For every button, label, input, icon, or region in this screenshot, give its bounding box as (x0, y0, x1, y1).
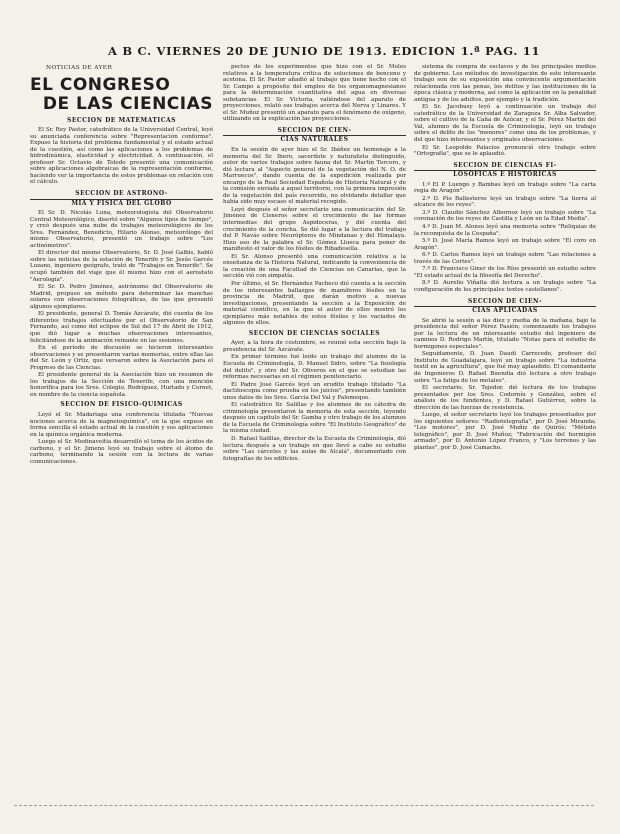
section-heading-line: SECCION DE CIEN- (223, 128, 406, 137)
page-header: A B C. VIERNES 20 DE JUNIO DE 1913. EDICION 1.ª PAG. 11 (108, 44, 541, 58)
paragraph: El presidente general de la Asociación hizo un resumen de los trabajos de la Sección de Tenerife, con una mención honorífica para los Sres. Colegio, Rodríguez, Hurtado y Cornet, en nombre de la ciencia española. (30, 372, 213, 398)
section-heading-fisico-quimicas: SECCION DE FISICO-QUIMICAS (60, 401, 183, 409)
list-item: 4.º D. Juan M. Alonso leyó una memoria sobre "Reliquias de la reconquista de la Cespaña". (414, 224, 596, 237)
paragraph: El Sr. D. Nicolás Luna, meteorologista del Observatorio Central Meteorológico, disertó sobre "Algunos tipos de tiempo", y creó después una nube de trabajos meteorológicos de los Sres. Fernández, Benedicto, Hilario Alonso, meteorólogo del mismo Observatorio, presentó un trabajo sobre "Los actinómetros". (30, 210, 213, 249)
section-heading-line: SECCION DE CIENCIAS FI- (414, 163, 596, 172)
list-item: 1.º El P. Luengo y Bambas leyó un trabajo sobre "La carta regia de Aragón". (414, 181, 596, 195)
section-heading-naturales (223, 128, 406, 144)
section-body-sociales (223, 340, 406, 462)
section-heading-astronomia (30, 191, 213, 207)
section-body-fisico-quimicas (30, 412, 213, 465)
list-item: 2.º D. Pío Ballesteros leyó un trabajo sobre "La tierra al alcance de los reyes". (414, 195, 596, 209)
kicker: NOTICIAS DE AYER (46, 65, 113, 71)
column-3 (414, 64, 596, 824)
paragraph: El Sr. Jacobusy leyó a continuación un trabajo del catedrático de la Universidad de Zaragoza Sr. Alba Salvador, sobre el cultivo de la Caña de Azúcar, y el Sr. Pérez Martín del Val, alumno de la Escuela de Criminología, leyó un trabajo sobre el delito de los "menores" como una de los problemas, y del que hizo interesantes y originales observaciones. (414, 104, 596, 144)
paragraph: Se abrió la sesión a las diez y media de la mañana, bajo la presidencia del señor Pérez Pasión; comenzando los trabajos por la lectura de un interesante estudio del ingeniero de caminos D. Rodrigo Martín, titulado "Notas para el estudio de hormigones especiales". (414, 317, 596, 350)
list-item: 5.º D. José María Ramos leyó un trabajo sobre "El coro en Aragón". (414, 238, 596, 251)
paragraph: En la sesión de ayer hizo el Sr. Ibáñez un homenaje a la memoria del Sr. Ibero, sacerdote y naturalista distinguido, autor de varios trabajos sobre fauna del Sr. Martín Tercero, y dió lectura al "Aspecto general de la vegetación del N. O. de Marruecos", dando cuenta de la expedición realizada por encargo de la Real Sociedad Española de Historia Natural y de la comisión enviada a aquel territorio, con la primera impresión de la vegetación del país recorrido, no olvidando detallar que había sido muy escaso el material recogido. (223, 147, 406, 206)
paragraph: En el período de discusión se hicieron interesantes observaciones y se presentaron varias memorias, entre ellas las del Sr. León y Ortiz, que versaron sobre la Asociación para el Progreso de las Ciencias. (30, 345, 213, 371)
main-title-line-2: DE LAS CIENCIAS (42, 93, 213, 114)
column-1 (30, 64, 213, 824)
paragraph: El director del mismo Observatorio, Sr. D. José Galbis, habló sobre las noticias de la estación de Tenerife y Sr. Jesús Garcés Lozano, ingeniero geógrafo, trató de "Trabajos en Tenerife". Se ocupó también del viaje que él mismo hizo con el aerostato "Aerología". (30, 250, 213, 283)
section-body-matematicas (30, 127, 213, 186)
continuation-text (414, 64, 596, 158)
paragraph: El presidente, general D. Tomás Azcárate, dió cuenta de los diferentes trabajos efectuados por el Observatorio de San Fernando, así como del eclipse de Sol del 17 de Abril de 1912, que dió lugar a muchas observaciones interesantes, felicitándose de la animación reinante en las sesiones. (30, 311, 213, 344)
list-item: 7.º D. Francisco Giner de los Ríos presentó un estudio sobre "El estado actual de la filosofía del Derecho". (414, 266, 596, 279)
main-title-line-1: EL CONGRESO (30, 74, 171, 95)
paragraph: Leyó el Sr. Madariaga una conferencia titulada "Nuevas nociones acerca de la magnetoquímica", en la que expuso en forma sencilla el estado actual de la cuestión y sus aplicaciones en la química orgánica moderna. (30, 411, 213, 438)
section-body-astronomia (30, 210, 213, 398)
paragraph: Seguidamente, D. Juan Daudí Carrecedo, profesor del Instituto de Guadalajara, leyó un trabajo sobre "La industria textil en la agricultura", que fué muy aplaudido. El comandante de Ingenieros D. Rafael Buendía dió lectura a otro trabajo sobre "La fatiga de los metales". (414, 351, 596, 384)
section-heading-line: SECCION DE ASTRONO- (30, 191, 213, 200)
paragraph: El catedrático Sr. Salillas y los alumnos de su cátedra de criminología presentaron la memoria de esta sección, leyendo después un capítulo del Sr. Gamba y otro trabajo de los alumnos de la Escuela de Criminología sobre "El Instituto Geográfico" de la misma ciudad. (223, 402, 406, 435)
paragraph: El Sr. Rey Pastor, catedrático de la Universidad Central, leyó su anunciada conferencia sobre "Representación conforme". Expuso la historia del problema fundamental y el estado actual de la cuestión, así como las aplicaciones a los problemas de hidrodinámica, elasticidad y electricidad. A continuación, el profesor Sr. Octavio de Toledo presentó una comunicación sobre aplicaciones algebraicas de la representación conforme, haciendo ver la importancia de estos problemas en relación con el cálculo. (30, 127, 213, 186)
section-body-naturales (223, 147, 406, 327)
section-heading-aplicadas (414, 299, 596, 315)
list-item: 3.º D. Claudio Sánchez Albornoz leyó un trabajo sobre "La coronación de los reyes de Castilla y León en la Edad Media". (414, 209, 596, 223)
paragraph: El Padre José Garcés leyó un erudito trabajo titulado "La dactiloscopia como prueba en los juicios", presentando también unos datos de los Sres. García Del Val y Palomeque. (223, 381, 406, 401)
section-heading-filosoficas (414, 163, 596, 179)
paragraph: pectos de los experimentos que hizo con el Sr. Moles relativos a la temperatura crítica de soluciones de benceno y acetona. El Sr. Pastor añadió al trabajo que tiene hecho con el Sr. Campo a propósito del empleo de los organomagnesianos para la determinación cuantitativa del agua en diversas substancias. El Sr. Victoria, valiéndose del aparato de proyecciones, relató sus trabajos acerca del Nerva y Linares. Y el Sr. Muñoz presentó un aparato para el fenómeno de oxígeno, utilizando en la explicación las proyecciones. (223, 64, 406, 123)
section-heading-line: CIAS APLICADAS (472, 307, 538, 315)
paragraph: Luego, el señor secretario leyó los trabajos presentados por los siguientes señores: "Radiotelegrafía", por D. José Miranda; "Los motores", por D. José Muñiz de Quirós; "Método telegráfico", por D. José Muñoz; "Fabricación del hormigón armado", por D. Antonio López Franco, y "Los terrenos y las plantas", por D. José Camacho. (414, 412, 596, 451)
paragraph: Luego el Sr. Medinaveitia desarrolló el tema de los ácidos de carbono, y el Sr. Jimeno leyó su trabajo sobre el átomo de carbono, terminando la sesión con la lectura de varias comunicaciones. (30, 439, 213, 465)
section-heading-line: MIA Y FISICA DEL GLOBO (71, 199, 172, 207)
section-heading-line: LOSOFICAS E HISTORICAS (453, 171, 557, 179)
paragraph: El Sr. D. Pedro Jiménez, astrónomo del Observatorio de Madrid, propuso un método para determinar las manchas solares con observaciones fotográficas, de las que presentó algunos ejemplares. (30, 284, 213, 310)
section-heading-line: CIAS NATURALES (280, 136, 349, 144)
paragraph: Ayer, a la hora de costumbre, se reunió esta sección bajo la presidencia del Sr. Azcárate. (223, 340, 406, 353)
paragraph: El Sr. Alonso presentó una comunicación relativa a la enseñanza de la Historia Natural, indicando la conveniencia de la creación de una Facultad de Ciencias en Canarias, que la sección vió con simpatía. (223, 253, 406, 280)
paragraph: sistema de compra de esclavos y de los principales medios de gobierno. Los métodos de investigación de este interesante trabajo son de su exposición una convincente argumentación relacionada con las penas, los delitos y las instituciones de la época clásica y moderna, así como la aplicación en la penalidad antigua y de los adultos, por ejemplo y la tradición. (414, 64, 596, 103)
bottom-divider (14, 805, 594, 809)
list-item: 6.º D. Carlos Ramos leyó un trabajo sobre "Las relaciones a través de las Cortes". (414, 252, 596, 265)
section-heading-sociales: SECCION DE CIENCIAS SOCIALES (248, 329, 381, 337)
section-body-aplicadas (414, 318, 596, 452)
paragraph: D. Rafael Salillas, director de la Escuela de Criminología, dió lectura después a un trabajo en que llevó a cabo su estudio sobre "Las cárceles y las aulas de Alcalá", documentado con fotografías de los edificios. (223, 435, 406, 462)
section-heading-matematicas: SECCION DE MATEMATICAS (67, 116, 176, 124)
list-item: 8.º D. Aurelio Viñalta dió lectura a un trabajo sobre "La configuración de los principales textos castellanos". (414, 280, 596, 293)
paragraph: El Sr. Leopoldo Palacios pronunció otro trabajo sobre "Ortografía", que se le aplaudió. (414, 144, 596, 158)
paragraph: Por último, el Sr. Hernández Pacheco dió cuenta a la sección de los interesantes hallazgos de mamíferos fósiles en la provincia de Madrid, que darán motivo a nuevas investigaciones, presentando la sección a la Exposición de material científico, en la que el autor de ellos mostró los ejemplares más notables de estos fósiles y los vaciados de algunos de ellos. (223, 280, 406, 327)
paragraph: El secretario, Sr. Tejedor, dió lectura de los trabajos presentados por los Sres. Codorníu y González, sobre el análisis de los fundentes, y D. Rafael Gutiérrez, sobre la dirección de las fuerzas de resistencia. (414, 385, 596, 411)
section-heading-line: SECCION DE CIEN- (414, 299, 596, 308)
paragraph: Leyó después el señor secretario una comunicación del Sr. Jiménez de Cisneros sobre el crecimiento de las formas intermedias del grupo Aspidoceras, y dió cuenta del crecimiento de la concha. Se dió lugar a la lectura del trabajo del P. Navás sobre Neurópteros de Mindanao y del Himalaya. Hizo uso de la palabra el Sr. Gómez Llueca para poner de manifiesto el valor de los fósiles de Ribadesella. (223, 206, 406, 253)
continuation-text (223, 64, 406, 123)
paragraph: En primer término fué leído un trabajo del alumno de la Escuela de Criminología, D. Manuel Sidro, sobre "La fisiología del delito", y otro del Sr. Oliveros en el que se estudian las reformas necesarias en el régimen penitenciario. (223, 354, 406, 381)
column-2 (223, 64, 406, 824)
section-body-filosoficas (414, 182, 596, 294)
